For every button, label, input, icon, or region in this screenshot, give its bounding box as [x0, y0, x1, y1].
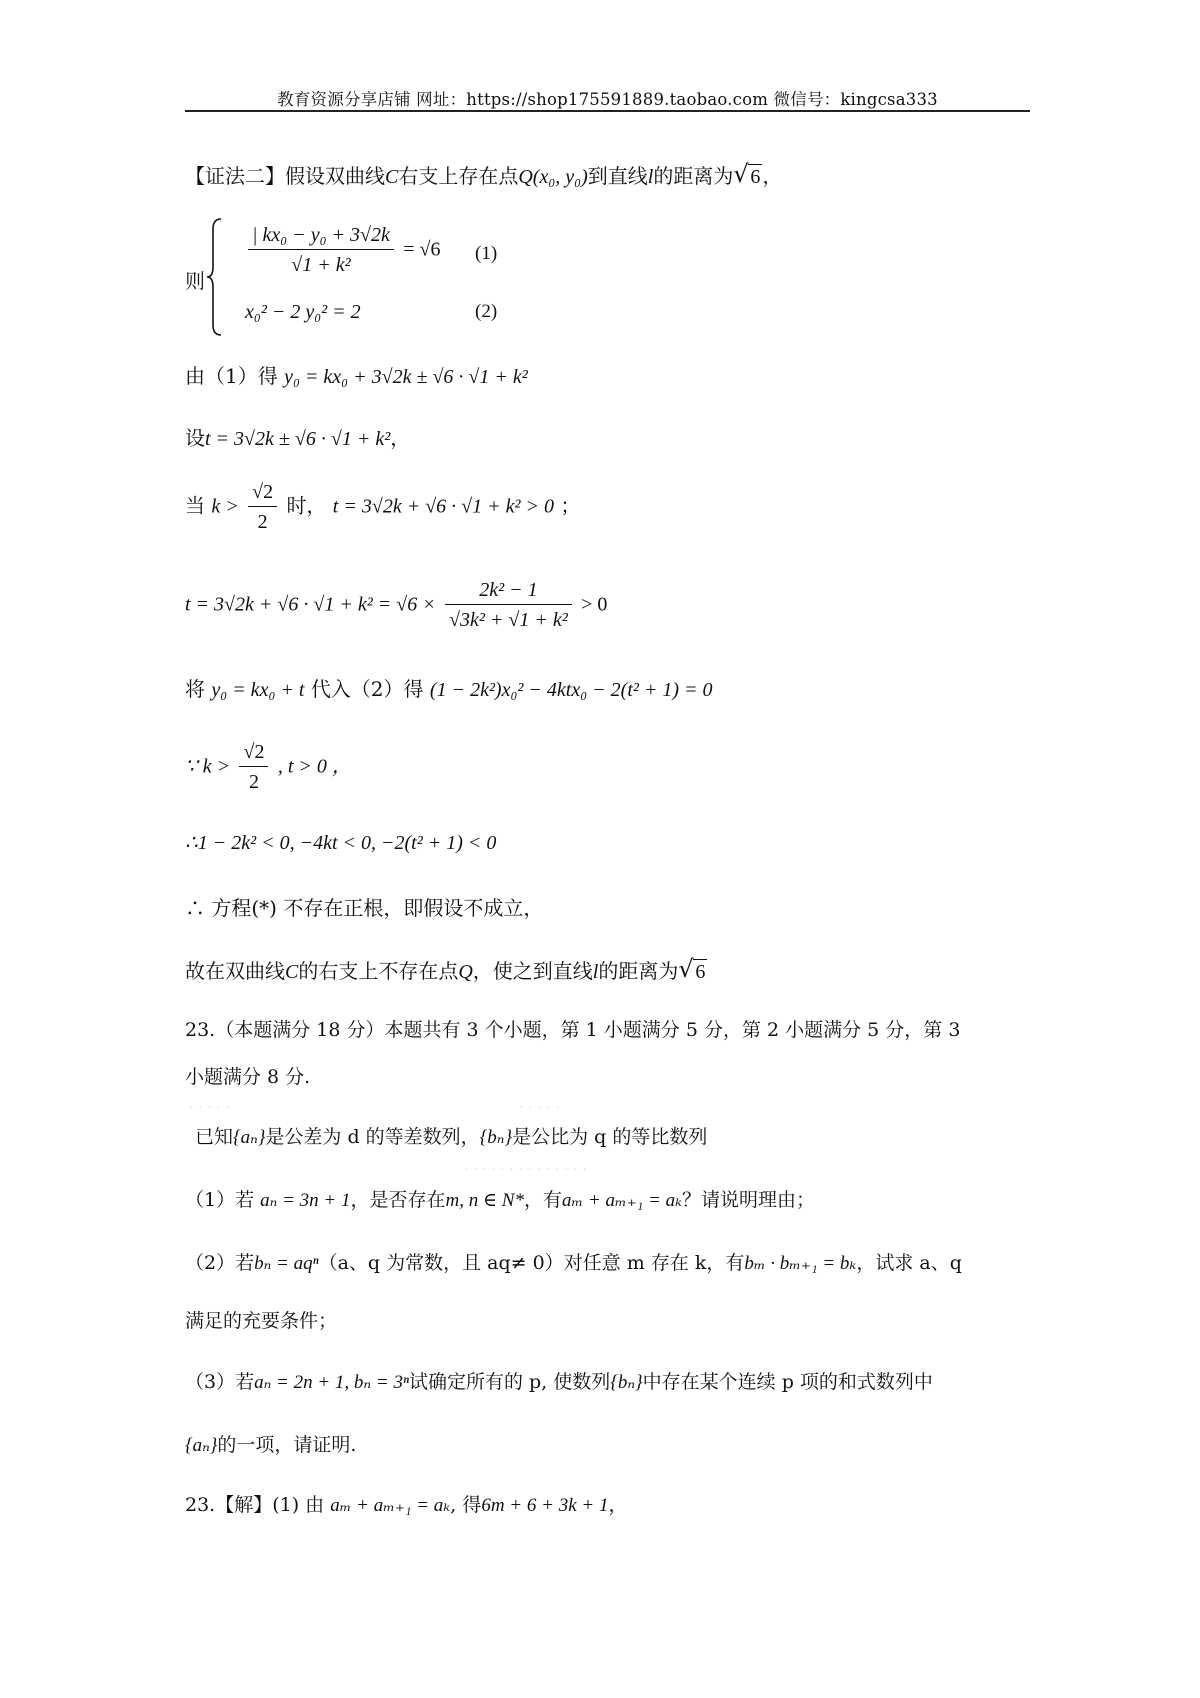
q1-suffix: ？请说明理由； [682, 1189, 816, 1211]
because-line [185, 740, 352, 794]
t-numerator: 2k² − 1 [445, 578, 572, 605]
solution-line [185, 1490, 627, 1517]
q3-line2-an: {aₙ} [185, 1435, 218, 1456]
curve-c: C [385, 166, 399, 188]
q1-prefix: （1）若 [185, 1189, 255, 1211]
t-denominator: √3k² + √1 + k² [449, 609, 568, 631]
given-suffix: 是公比为 q 的等比数列 [512, 1126, 708, 1148]
sub-mid: 代入（2）得 [310, 677, 424, 701]
conclusion-q: Q [458, 961, 473, 983]
sqrt-six: √ 6 [733, 164, 762, 189]
conclusion-mid2: ，使之到直线 [472, 959, 593, 983]
proof2-intro-prefix: 【证法二】假设双曲线 [185, 164, 385, 188]
t-fraction [445, 578, 572, 632]
eq1-fraction [248, 223, 394, 277]
because-denominator: 2 [248, 771, 259, 793]
when-prefix: 当 [185, 493, 205, 518]
question-1 [185, 1185, 815, 1212]
when-numerator: √2 [248, 480, 277, 507]
scan-dots: · · · · · [190, 1103, 231, 1112]
set-t-label: 设 [185, 426, 205, 450]
given-mid: 是公差为 d 的等差数列， [265, 1126, 480, 1148]
q1-mid: ，是否存在 [350, 1189, 446, 1211]
sol-prefix: 23.【解】(1) 由 [185, 1494, 325, 1516]
because-expr: ∵ k > [185, 755, 231, 778]
when-denominator: 2 [257, 511, 268, 533]
q1-mid2: ，有 [523, 1189, 562, 1211]
scan-dots: · · · · · · · · · · · · · · [465, 1165, 588, 1174]
eq1-numerator: | kx₀ − y₀ + 3√2k [248, 223, 394, 250]
t-expr-left: t = 3√2k + √6 · √1 + k² = √6 × [185, 593, 436, 616]
q2-prefix: （2）若 [185, 1252, 255, 1274]
question-3-line2 [185, 1430, 356, 1457]
because-tail: , t > 0 ， [277, 755, 352, 778]
t-expr-right: > 0 [581, 593, 608, 616]
q2-expr: bₙ = aqⁿ [254, 1253, 319, 1274]
when-expr: t = 3√2k + √6 · √1 + k² > 0 [332, 495, 555, 518]
given-an: {aₙ} [233, 1127, 266, 1148]
conclusion-suffix: 的距离为 [598, 959, 679, 983]
equation-1 [245, 223, 441, 277]
q3-expr: aₙ = 2n + 1, bₙ = 3ⁿ [254, 1372, 409, 1393]
because-fraction [239, 740, 268, 794]
from-eq1-expr: y₀ = kx₀ + 3√2k ± √6 · √1 + k² [284, 366, 528, 388]
substitution-line [185, 673, 713, 702]
sol-eq: aₘ + aₘ₊₁ = aₖ [330, 1495, 451, 1516]
equation-2: x₀² − 2 y₀² = 2 [245, 301, 361, 323]
comma: ， [762, 164, 783, 188]
header-rule [185, 110, 1030, 112]
when-mid: 时， [286, 493, 327, 518]
q2-mid: （a、q 为常数，且 aq≠ 0）对任意 m 存在 k，有 [318, 1252, 745, 1274]
given-bn: {bₙ} [479, 1127, 513, 1148]
when-end: ； [560, 493, 581, 518]
q1-eq: aₘ + aₘ₊₁ = aₖ [561, 1190, 682, 1211]
eq1-tag: (1) [475, 243, 498, 264]
then-label: 则 [185, 269, 205, 293]
conclusion-l: l [592, 961, 599, 983]
given-line [195, 1122, 707, 1149]
set-t-expr: t = 3√2k ± √6 · √1 + k² [205, 428, 391, 450]
proof2-intro-mid: 右支上存在点 [398, 164, 519, 188]
because-numerator: √2 [239, 740, 268, 767]
q3-prefix: （3）若 [185, 1371, 255, 1393]
sub-prefix: 将 [185, 677, 205, 701]
conclusion-sqrt: √ 6 [678, 959, 707, 984]
point-q: Q(x₀, y₀) [518, 166, 588, 188]
conclusion-mid: 的右支上不存在点 [298, 959, 459, 983]
eq1-rhs: = √6 [403, 238, 441, 261]
conclusion-prefix: 故在双曲线 [185, 959, 285, 983]
problem23-heading-2: 小题满分 8 分. [185, 1066, 311, 1088]
proof2-intro [185, 160, 782, 189]
eq1-denominator: √1 + k² [291, 254, 351, 276]
when-k: k > [211, 495, 239, 518]
eq2-tag: (2) [475, 301, 498, 322]
question-2 [185, 1248, 962, 1275]
q3-mid: 试确定所有的 p, 使数列 [408, 1371, 611, 1393]
from-eq1-label: 由（1）得 [185, 364, 278, 388]
when-line [185, 480, 580, 534]
left-brace [205, 217, 225, 337]
proof2-intro-mid2: 到直线 [587, 164, 648, 188]
proof2-intro-suffix: 的距离为 [653, 164, 734, 188]
q1-set: m, n ∈ N* [445, 1190, 524, 1211]
page-header: 教育资源分享店铺 网址：https://shop175591889.taobao.com 微信号：kingcsa333 [277, 90, 938, 109]
therefore-statement: ∴ 方程(*) 不存在正根，即假设不成立， [185, 896, 544, 920]
q3-bn: {bₙ} [610, 1372, 643, 1393]
line-l: l [647, 166, 654, 188]
scan-dots: · · · · · [520, 1103, 561, 1112]
q3-suffix: 中存在某个连续 p 项的和式数列中 [642, 1371, 933, 1393]
q3-line2-text: 的一项，请证明. [217, 1434, 357, 1456]
therefore-expr: ∴1 − 2k² < 0, −4kt < 0, −2(t² + 1) < 0 [185, 832, 497, 854]
question-2-line2: 满足的充要条件； [185, 1310, 338, 1332]
question-3 [185, 1367, 933, 1394]
equation-system [205, 217, 545, 337]
sol-expr: 6m + 6 + 3k + 1 [481, 1495, 609, 1516]
q2-suffix: ，试求 a、q [856, 1252, 962, 1274]
conclusion-c: C [285, 961, 299, 983]
sub-result: (1 − 2k²)x₀² − 4ktx₀ − 2(t² + 1) = 0 [429, 679, 713, 701]
sol-mid: , 得 [450, 1494, 482, 1516]
q2-eq: bₘ · bₘ₊₁ = bₖ [744, 1253, 857, 1274]
sol-suffix: ， [608, 1494, 628, 1516]
when-fraction [248, 480, 277, 534]
set-t-end: ， [390, 426, 411, 450]
set-t-line [185, 422, 410, 451]
problem23-heading: 23.（本题满分 18 分）本题共有 3 个小题，第 1 小题满分 5 分，第 2 小题满分 5 分，第 3 [185, 1019, 961, 1041]
conclusion-line [185, 955, 707, 984]
t-expression-line [185, 578, 607, 632]
given-prefix: 已知 [195, 1126, 234, 1148]
q1-expr: aₙ = 3n + 1 [260, 1190, 351, 1211]
sub-expr: y₀ = kx₀ + t [211, 679, 305, 701]
from-eq1-line [185, 360, 528, 389]
